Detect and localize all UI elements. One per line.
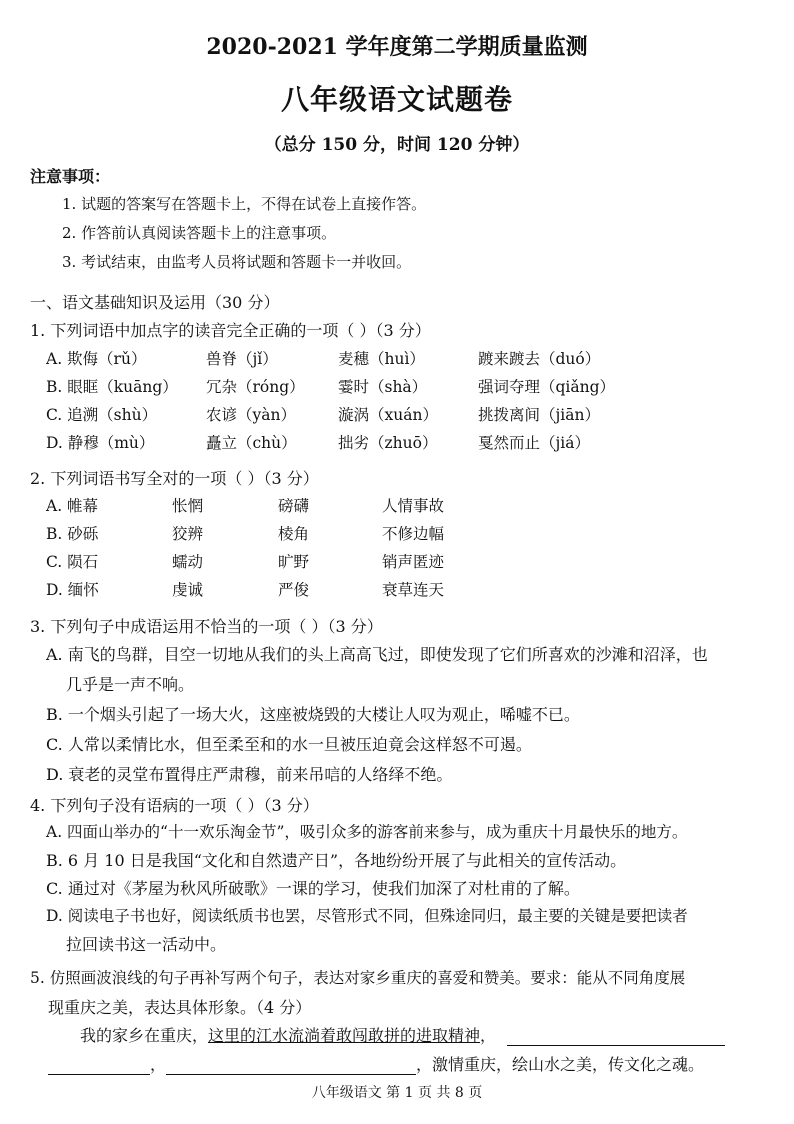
option-cell: 麦穗（huì） xyxy=(338,350,425,368)
exam-subject-title: 八年级语文试题卷 xyxy=(280,83,513,116)
option-cell: 棱角 xyxy=(278,525,310,543)
option-cell: 磅礴 xyxy=(278,497,310,515)
wavy-model-sentence: 这里的江水流淌着敢闯敢拼的进取精神 xyxy=(208,1026,481,1045)
notice-item: 3. 考试结束，由监考人员将试题和答题卡一并收回。 xyxy=(62,253,412,271)
option-cell: B. 眼眶（kuāng） xyxy=(46,378,178,396)
question-4-option-b: B. 6 月 10 日是我国“文化和自然遗产日”，各地纷纷开展了与此相关的宣传活动。 xyxy=(46,851,627,870)
notice-heading: 注意事项： xyxy=(30,167,111,186)
question-4-stem: 4. 下列句子没有语病的一项（ ）（3 分） xyxy=(30,796,319,815)
answer-blank-1[interactable] xyxy=(507,1029,725,1046)
answer-blank-2[interactable] xyxy=(48,1058,150,1075)
option-cell: 不修边幅 xyxy=(382,525,445,543)
option-cell: 强词夺理（qiǎng） xyxy=(478,378,616,396)
blank-separator: ， xyxy=(150,1055,167,1074)
question-5-answer-line xyxy=(48,1052,704,1075)
question-3-stem: 3. 下列句子中成语运用不恰当的一项（ ）（3 分） xyxy=(30,617,383,636)
prompt-tail: ，激情重庆，绘山水之美，传文化之魂。 xyxy=(416,1055,705,1074)
question-3-option-a: A. 南飞的鸟群，目空一切地从我们的头上高高飞过，即使发现了它们所喜欢的沙滩和沼泽，也 xyxy=(46,645,708,664)
option-cell: A. 帷幕 xyxy=(46,497,99,515)
notice-item: 2. 作答前认真阅读答题卡上的注意事项。 xyxy=(62,224,337,242)
page-footer: 八年级语文 第 1 页 共 8 页 xyxy=(311,1085,483,1101)
option-cell: D. 静穆（mù） xyxy=(46,434,155,452)
option-cell: 怅惘 xyxy=(172,497,204,515)
option-cell: 衰草连天 xyxy=(382,581,445,599)
option-cell: C. 陨石 xyxy=(46,553,99,571)
prompt-lead: 我的家乡在重庆， xyxy=(80,1026,209,1045)
exam-score-time: （总分 150 分，时间 120 分钟） xyxy=(264,135,530,155)
option-cell: A. 欺侮（rǔ） xyxy=(46,350,147,368)
option-cell: 狡辨 xyxy=(172,525,204,543)
exam-term-title: 2020-2021 学年度第二学期质量监测 xyxy=(206,34,588,60)
option-cell: 霎时（shà） xyxy=(338,378,428,396)
question-4-option-c: C. 通过对《茅屋为秋风所破歌》一课的学习，使我们加深了对杜甫的了解。 xyxy=(46,879,580,898)
question-3-option-a-cont: 几乎是一声不响。 xyxy=(66,675,195,694)
question-2-stem: 2. 下列词语书写全对的一项（ ）（3 分） xyxy=(30,469,319,488)
answer-blank-3[interactable] xyxy=(166,1058,416,1075)
question-3-option-d: D. 衰老的灵堂布置得庄严肃穆，前来吊唁的人络绎不绝。 xyxy=(46,765,453,784)
section-heading: 一、语文基础知识及运用（30 分） xyxy=(30,293,280,312)
question-4-option-a: A. 四面山举办的“十一欢乐淘金节”，吸引众多的游客前来参与，成为重庆十月最快乐的地方。 xyxy=(46,823,688,841)
option-cell: 农谚（yàn） xyxy=(206,406,296,424)
option-cell: 漩涡（xuán） xyxy=(338,406,438,424)
question-1-stem: 1. 下列词语中加点字的读音完全正确的一项（ ）（3 分） xyxy=(30,321,431,340)
question-5-stem: 5. 仿照画波浪线的句子再补写两个句子，表达对家乡重庆的喜爱和赞美。要求：能从不同角度展 xyxy=(30,969,686,987)
option-cell: D. 缅怀 xyxy=(46,581,99,599)
option-cell: 人情事故 xyxy=(382,497,445,515)
option-cell: 踱来踱去（duó） xyxy=(478,350,601,368)
question-4-option-d: D. 阅读电子书也好，阅读纸质书也罢，尽管形式不同，但殊途同归，最主要的关键是要把读者 xyxy=(46,907,688,925)
option-cell: 旷野 xyxy=(278,553,310,571)
option-cell: 兽脊（jǐ） xyxy=(206,350,278,368)
question-3-option-c: C. 人常以柔情比水，但至柔至和的水一旦被压迫竟会这样怒不可遏。 xyxy=(46,735,532,754)
option-cell: 矗立（chù） xyxy=(206,434,297,452)
option-cell: 冗杂（róng） xyxy=(206,378,305,396)
prompt-comma: ， xyxy=(480,1026,497,1045)
option-cell: 戛然而止（jiá） xyxy=(478,434,591,452)
question-3-option-b: B. 一个烟头引起了一场大火，这座被烧毁的大楼让人叹为观止，唏嘘不已。 xyxy=(46,705,580,724)
option-cell: 蠕动 xyxy=(172,553,204,571)
option-cell: C. 追溯（shù） xyxy=(46,406,158,424)
option-cell: B. 砂砾 xyxy=(46,525,99,543)
option-cell: 拙劣（zhuō） xyxy=(338,434,438,452)
question-5-prompt-line xyxy=(80,1023,725,1046)
question-4-option-d-cont: 拉回读书这一活动中。 xyxy=(66,935,227,954)
option-cell: 销声匿迹 xyxy=(382,553,445,571)
option-cell: 虔诚 xyxy=(172,581,204,599)
option-cell: 严俊 xyxy=(278,581,310,599)
option-cell: 挑拨离间（jiān） xyxy=(478,406,600,424)
question-5-stem-cont: 现重庆之美，表达具体形象。（4 分） xyxy=(48,998,312,1017)
notice-item: 1. 试题的答案写在答题卡上，不得在试卷上直接作答。 xyxy=(62,195,427,213)
